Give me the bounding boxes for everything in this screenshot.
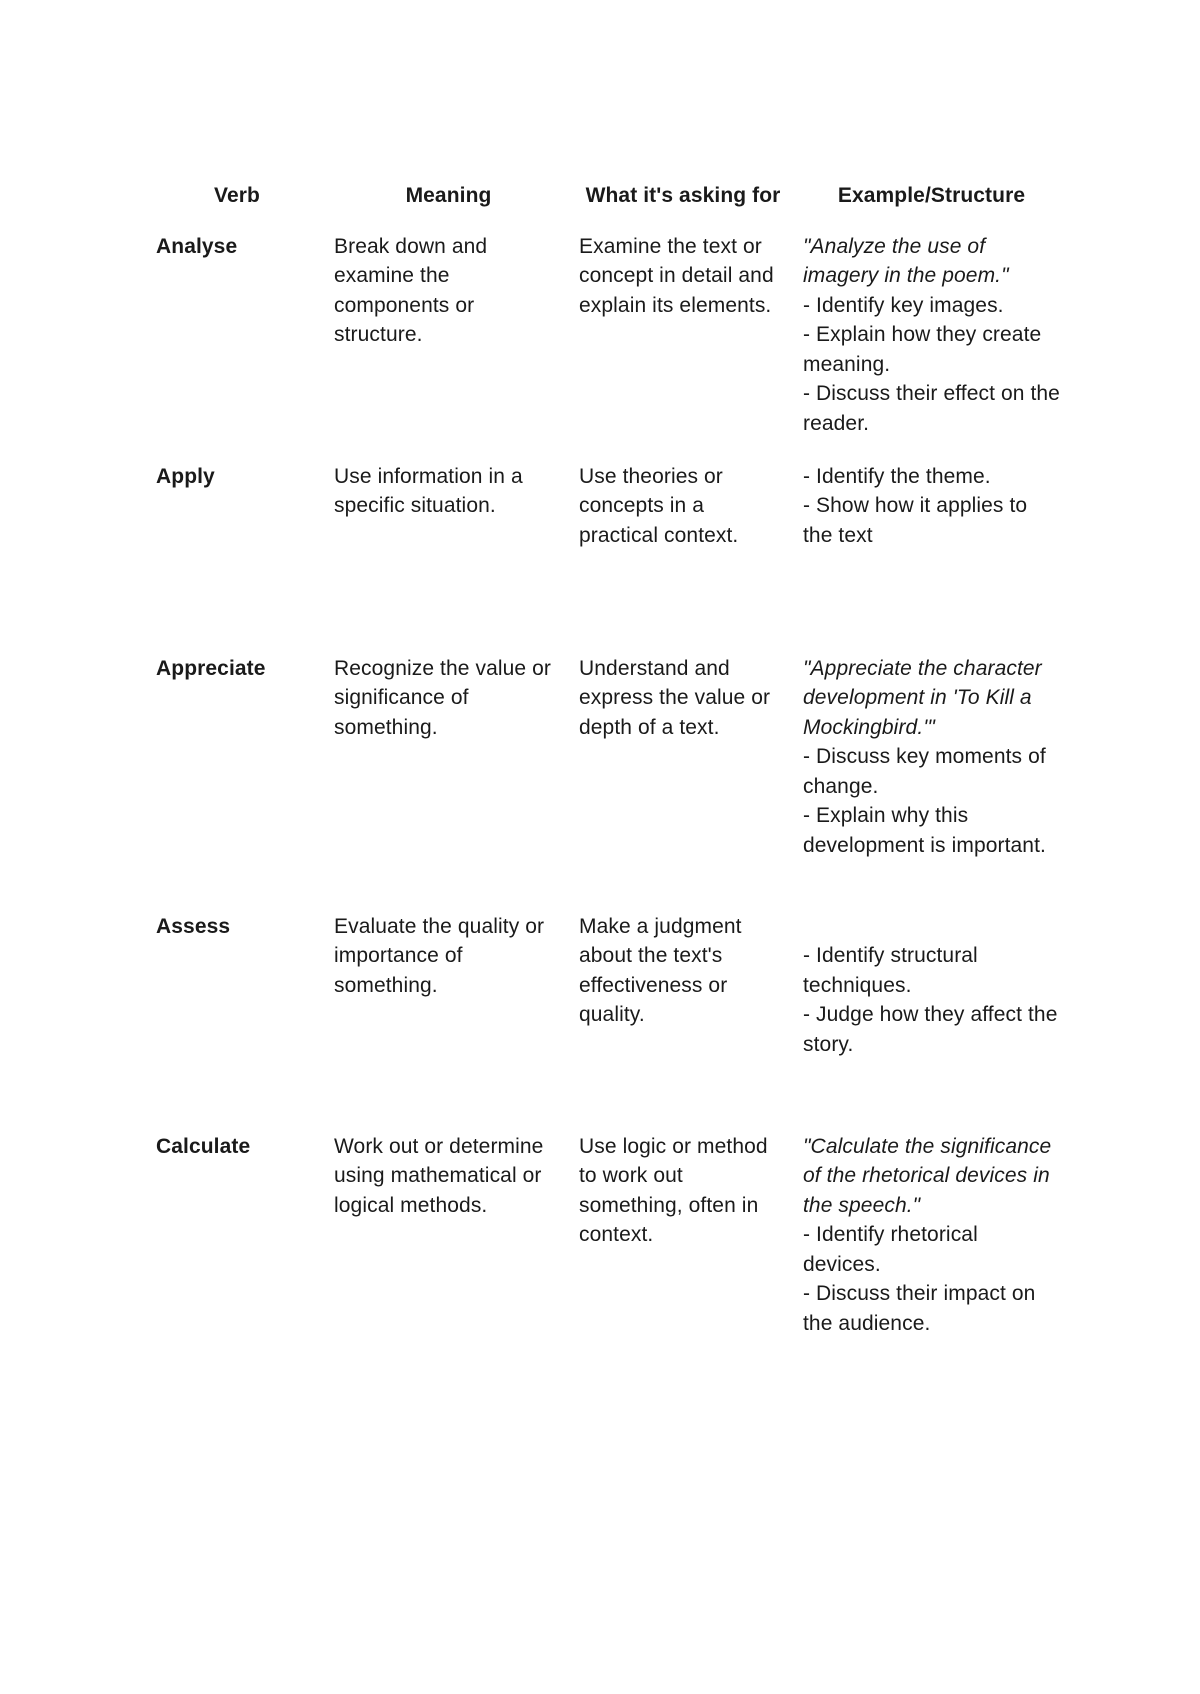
example-cell — [795, 1132, 1068, 1360]
table-row — [148, 912, 1068, 1132]
example-cell — [795, 654, 1068, 912]
table-row — [148, 232, 1068, 462]
header-asking: What it's asking for — [585, 184, 781, 207]
example-cell — [795, 912, 1068, 1132]
asking-cell: Understand and express the value or depth of a text. — [579, 656, 771, 739]
verb-cell: Calculate — [156, 1134, 251, 1158]
asking-cell: Use logic or method to work out something, often in context. — [579, 1134, 768, 1246]
asking-cell: Use theories or concepts in a practical context. — [579, 464, 739, 547]
header-meaning: Meaning — [405, 184, 492, 207]
header-verb: Verb — [214, 184, 260, 207]
example-quote: "Analyze the use of imagery in the poem." — [803, 234, 1009, 287]
example-point: - Discuss their impact on the audience. — [803, 1282, 1036, 1335]
asking-cell: Make a judgment about the text's effectiveness or quality. — [579, 914, 742, 1026]
verb-cell: Analyse — [156, 234, 238, 258]
header-example: Example/Structure — [837, 184, 1026, 207]
example-quote: "Appreciate the character development in 'To Kill a Mockingbird.'" — [803, 656, 1042, 739]
example-quote: "Calculate the significance of the rhetorical devices in the speech." — [803, 1134, 1052, 1217]
example-cell — [795, 232, 1068, 462]
table-header-row — [148, 181, 1068, 232]
meaning-cell: Evaluate the quality or importance of something. — [334, 914, 545, 997]
meaning-cell: Work out or determine using mathematical or logical methods. — [334, 1134, 544, 1217]
example-point: - Discuss key moments of change. — [803, 745, 1046, 798]
example-point: - Identify rhetorical devices. — [803, 1223, 978, 1276]
example-point: - Show how it applies to the text — [803, 494, 1028, 547]
meaning-cell: Use information in a specific situation. — [334, 464, 523, 517]
example-spacer — [803, 912, 1060, 942]
example-point: - Identify key images. — [803, 293, 1004, 317]
example-point: - Judge how they affect the story. — [803, 1003, 1058, 1056]
example-point: - Identify structural techniques. — [803, 944, 978, 997]
example-point: - Discuss their effect on the reader. — [803, 382, 1060, 435]
verb-cell: Assess — [156, 914, 231, 938]
table-row — [148, 462, 1068, 654]
table-row — [148, 654, 1068, 912]
meaning-cell: Break down and examine the components or structure. — [334, 234, 488, 346]
verb-cell: Apply — [156, 464, 215, 488]
asking-cell: Examine the text or concept in detail and explain its elements. — [579, 234, 774, 317]
meaning-cell: Recognize the value or significance of something. — [334, 656, 551, 739]
example-cell — [795, 462, 1068, 654]
example-point: - Explain why this development is important. — [803, 804, 1046, 857]
example-point: - Explain how they create meaning. — [803, 323, 1042, 376]
command-verbs-table — [148, 181, 1068, 1359]
example-point: - Identify the theme. — [803, 464, 991, 488]
verb-cell: Appreciate — [156, 656, 266, 680]
table-row — [148, 1132, 1068, 1360]
